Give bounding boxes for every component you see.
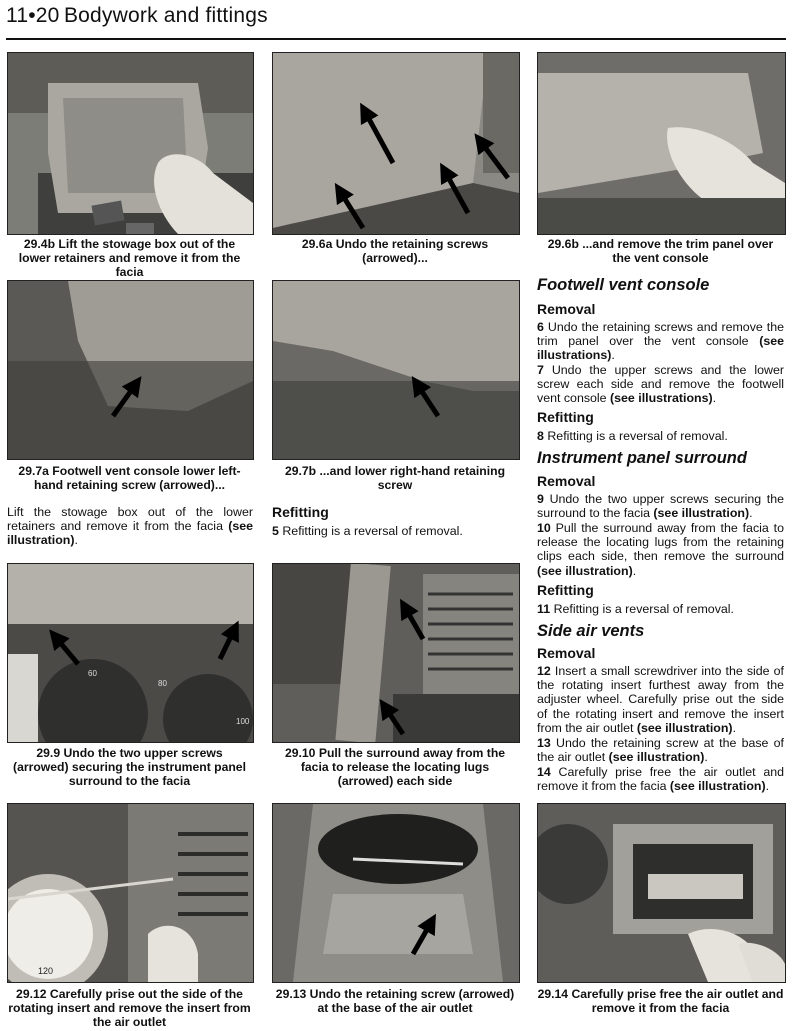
section-heading-instrument-panel: Instrument panel surround <box>537 449 747 467</box>
step-5: 5 Refitting is a reversal of removal. <box>272 524 463 538</box>
photo-29-6a <box>272 52 520 235</box>
photo-29-4b <box>7 52 254 235</box>
step-12: 12 Insert a small screwdriver into the side of the rotating insert furthest away from the adjuster wheel. Carefully prise out the side of the rotating insert and remove the insert from the air outlet (see illustration). <box>537 664 784 735</box>
photo-29-9 <box>7 563 254 743</box>
removal-heading-1: Removal <box>537 301 596 317</box>
caption-29-7b: 29.7b ...and lower right-hand retaining screw <box>284 464 506 492</box>
caption-29-4b: 29.4b Lift the stowage box out of the lower retainers and remove it from the facia <box>18 237 241 279</box>
caption-29-10: 29.10 Pull the surround away from the facia to release the locating lugs (arrowed) each side <box>284 746 506 788</box>
removal-heading-2: Removal <box>537 473 596 489</box>
gauge-label-100: 100 <box>236 717 250 726</box>
page-title: Bodywork and fittings <box>63 4 268 27</box>
step-10: 10 Pull the surround away from the facia to release the locating lugs from the retaining clips each side, then remove the surround (see illustration). <box>537 521 784 578</box>
section-heading-footwell: Footwell vent console <box>537 276 710 294</box>
section-heading-side-air-vents: Side air vents <box>537 622 645 640</box>
refitting-heading: Refitting <box>272 504 329 520</box>
step-9: 9 Undo the two upper screws securing the surround to the facia (see illustration). <box>537 492 784 521</box>
step-13: 13 Undo the retaining screw at the base of the air outlet (see illustration). <box>537 736 784 765</box>
step-11: 11 Refitting is a reversal of removal. <box>537 602 734 616</box>
photo-29-6b <box>537 52 786 235</box>
photo-29-13 <box>272 803 520 983</box>
photo-29-10 <box>272 563 520 743</box>
refitting-heading-1: Refitting <box>537 409 594 425</box>
caption-29-6b: 29.6b ...and remove the trim panel over the vent console <box>547 237 774 265</box>
photo-29-7b <box>272 280 520 460</box>
gauge-label-60: 60 <box>88 669 97 678</box>
photo-29-14 <box>537 803 786 983</box>
photo-29-12 <box>7 803 254 983</box>
caption-29-7a: 29.7a Footwell vent console lower left-hand retaining screw (arrowed)... <box>18 464 241 492</box>
caption-29-9: 29.9 Undo the two upper screws (arrowed) securing the instrument panel surround to the facia <box>13 746 246 788</box>
caption-29-12: 29.12 Carefully prise out the side of the rotating insert and remove the insert from the air outlet <box>8 987 251 1029</box>
page-header <box>6 2 786 40</box>
step-8: 8 Refitting is a reversal of removal. <box>537 429 728 443</box>
removal-heading-3: Removal <box>537 645 596 661</box>
page-number: 11•20 <box>6 4 60 27</box>
step-14: 14 Carefully prise free the air outlet and remove it from the facia (see illustration). <box>537 765 784 794</box>
caption-29-13: 29.13 Undo the retaining screw (arrowed) at the base of the air outlet <box>275 987 515 1015</box>
step-6: 6 Undo the retaining screws and remove the trim panel over the vent console (see illustrations). <box>537 320 784 363</box>
step-7: 7 Undo the upper screws and the lower screw each side and remove the footwell vent console (see illustrations). <box>537 363 784 406</box>
gauge-label-80: 80 <box>158 679 167 688</box>
caption-29-14: 29.14 Carefully prise free the air outlet and remove it from the facia <box>537 987 784 1015</box>
caption-29-6a: 29.6a Undo the retaining screws (arrowed)... <box>301 237 489 265</box>
photo-29-7a <box>7 280 254 460</box>
stowage-box-paragraph: Lift the stowage box out of the lower retainers and remove it from the facia (see illustration). <box>7 505 253 548</box>
gauge-label-120: 120 <box>38 966 54 976</box>
refitting-heading-2: Refitting <box>537 582 594 598</box>
